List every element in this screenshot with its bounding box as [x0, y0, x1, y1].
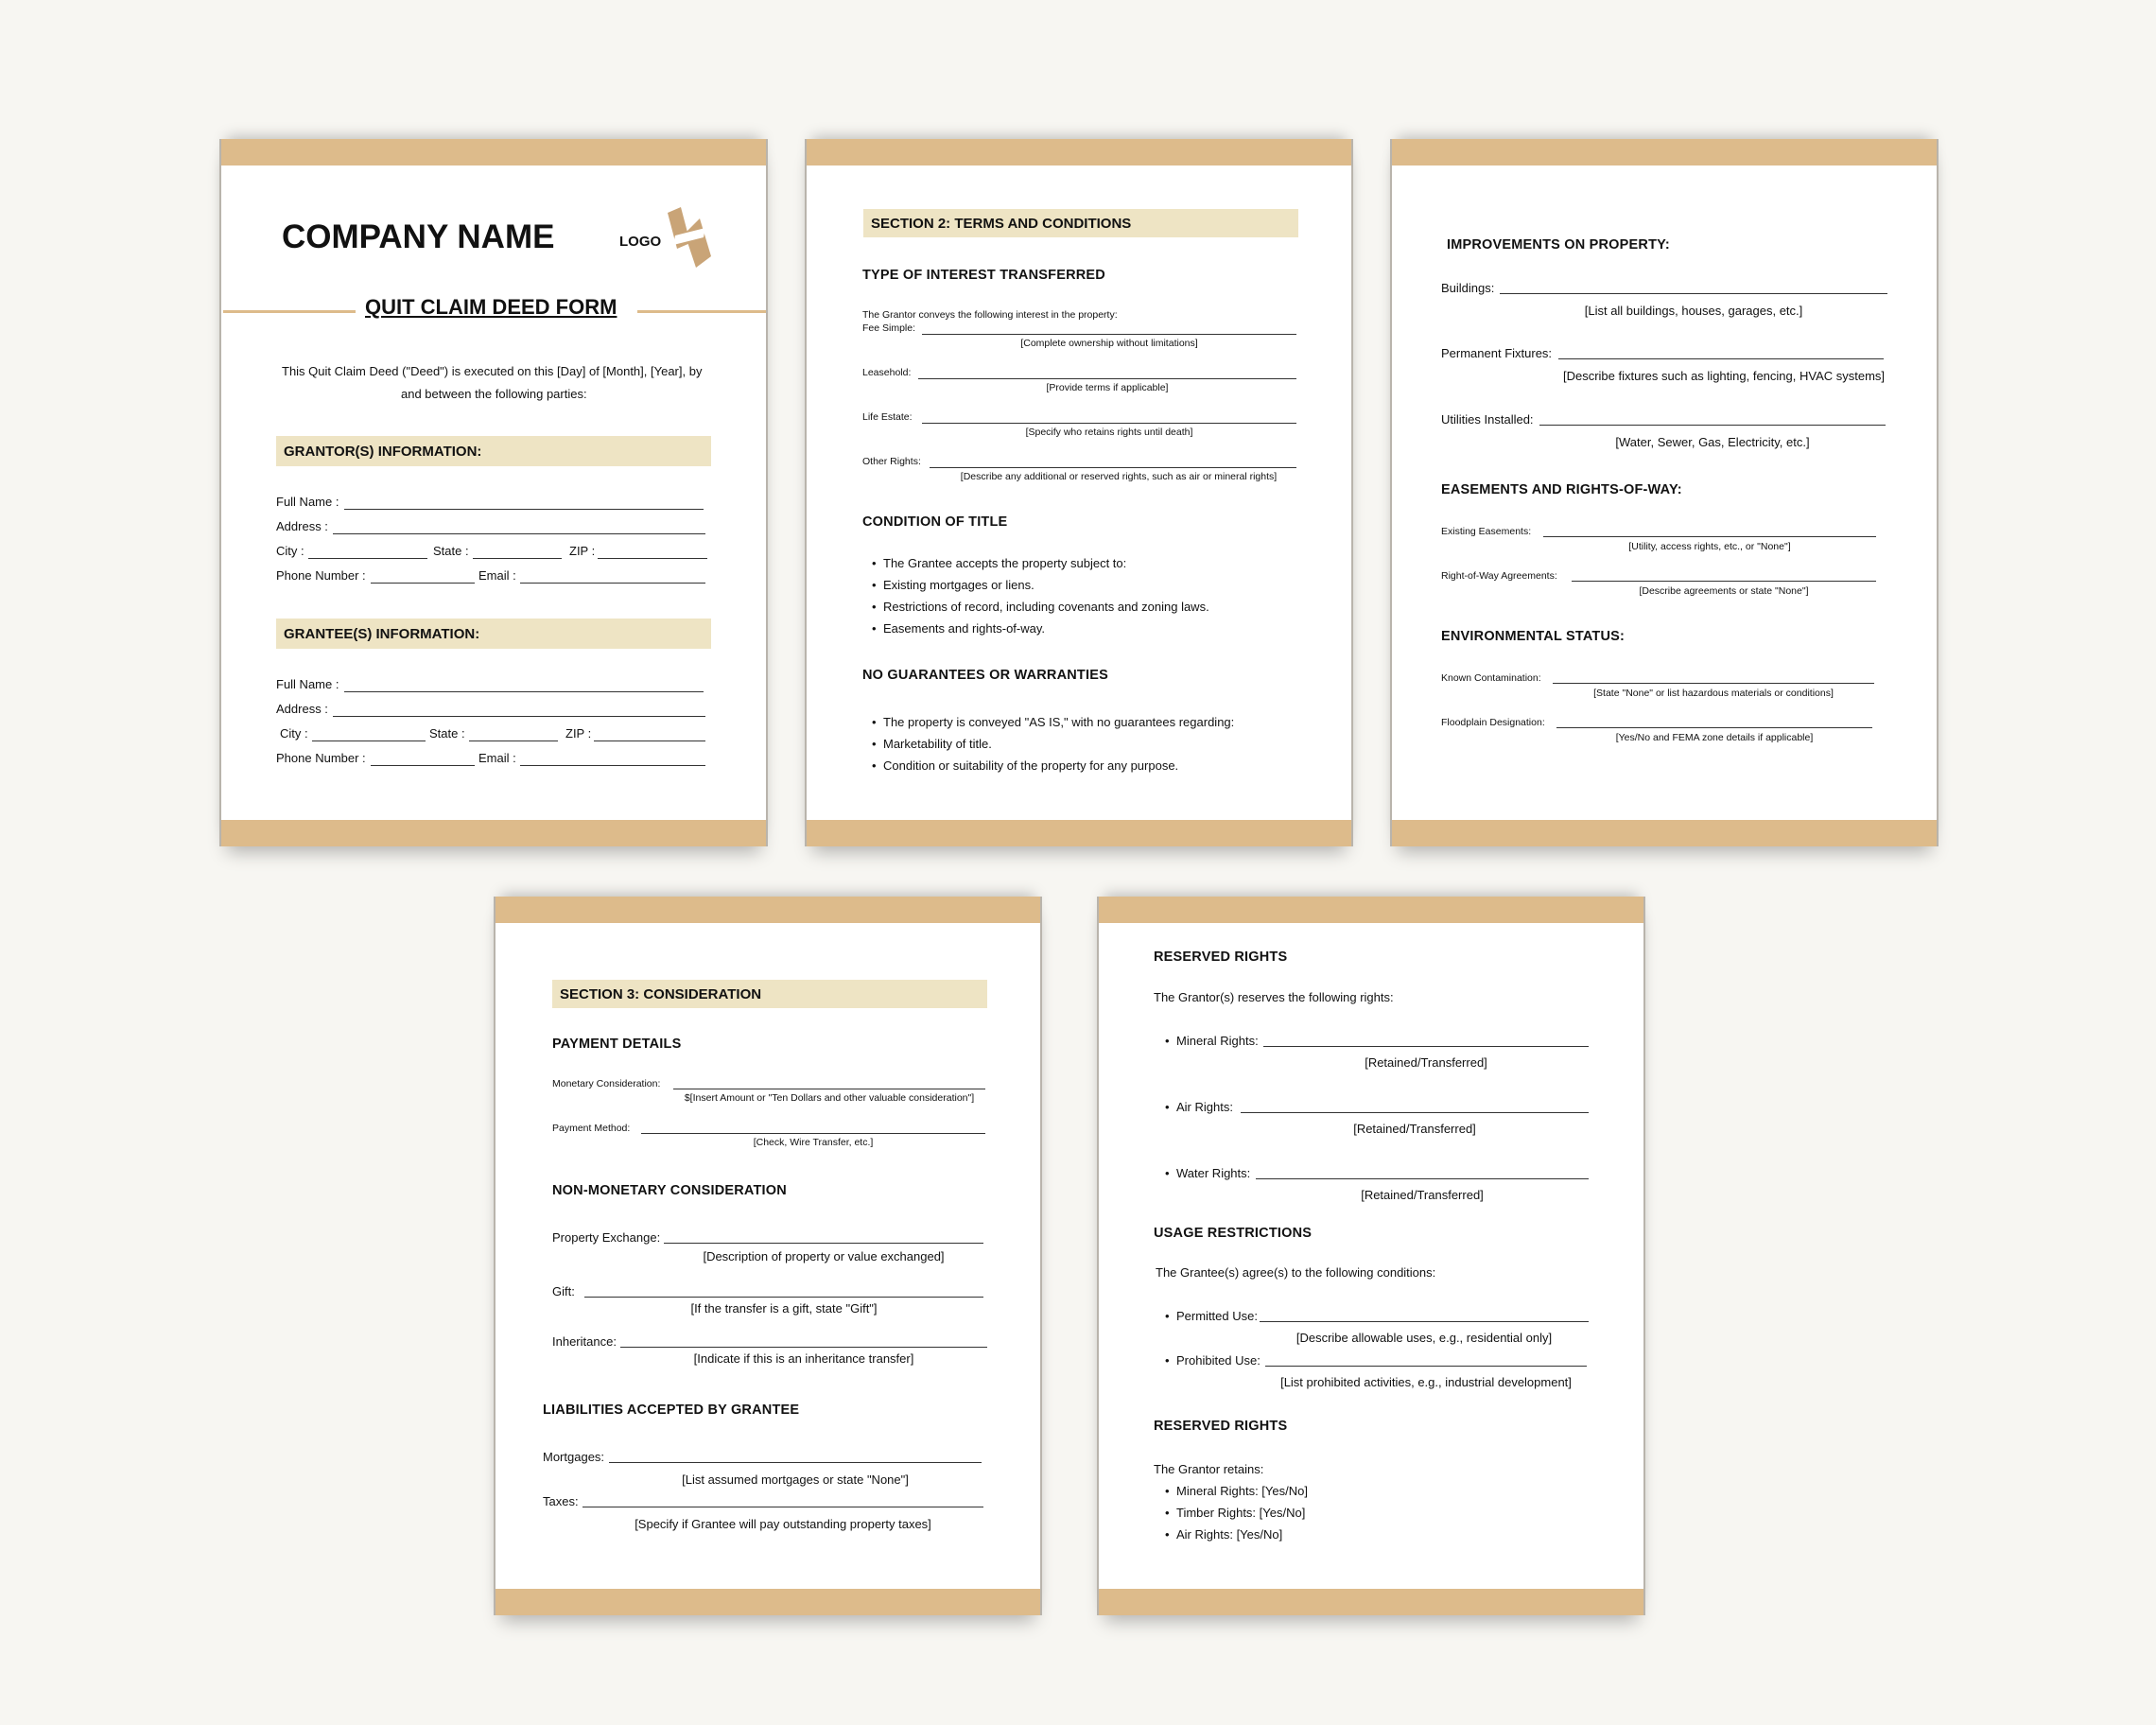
payment-heading: PAYMENT DETAILS: [552, 1037, 682, 1052]
permitted-use-input[interactable]: [1260, 1321, 1589, 1322]
field-label: • Water Rights:: [1176, 1166, 1250, 1180]
footer-band: [221, 820, 766, 846]
mineral-rights-input[interactable]: [1263, 1046, 1589, 1047]
email-input[interactable]: [520, 583, 705, 584]
section-3-heading: SECTION 3: CONSIDERATION: [552, 980, 987, 1008]
field-label: • Prohibited Use:: [1176, 1353, 1261, 1368]
field-hint: [Utility, access rights, etc., or "None"]: [1628, 541, 1791, 552]
reserved-heading-2: RESERVED RIGHTS: [1154, 1419, 1288, 1434]
reserved-intro: The Grantor(s) reserves the following rights:: [1154, 990, 1394, 1004]
floodplain-input[interactable]: [1556, 727, 1872, 728]
page-3: [1390, 139, 1939, 846]
field-hint: [Retained/Transferred]: [1353, 1122, 1476, 1136]
utilities-input[interactable]: [1539, 425, 1886, 426]
field-label: Property Exchange:: [552, 1230, 661, 1245]
field-label: Address :: [276, 519, 328, 533]
field-label: Right-of-Way Agreements:: [1441, 570, 1557, 582]
field-label: Full Name :: [276, 495, 339, 509]
leasehold-input[interactable]: [918, 378, 1296, 379]
field-label: Permanent Fixtures:: [1441, 346, 1553, 360]
field-label: • Air Rights:: [1176, 1100, 1233, 1114]
field-hint: [Describe any additional or reserved rights, such as air or mineral rights]: [960, 471, 1278, 482]
footer-band: [1392, 820, 1937, 846]
field-hint: [List all buildings, houses, garages, etc.]: [1584, 304, 1803, 318]
prohibited-use-input[interactable]: [1265, 1366, 1587, 1367]
row-agreements-input[interactable]: [1572, 581, 1876, 582]
field-hint: [Specify if Grantee will pay outstanding property taxes]: [635, 1517, 931, 1531]
header-band: [496, 897, 1040, 923]
full-name-input[interactable]: [344, 691, 704, 692]
grantee-heading: GRANTEE(S) INFORMATION:: [276, 619, 711, 649]
footer-band: [496, 1589, 1040, 1615]
field-label: Email :: [478, 751, 516, 765]
header-band: [1392, 139, 1937, 166]
field-label: Utilities Installed:: [1441, 412, 1534, 427]
field-label: Full Name :: [276, 677, 339, 691]
logo-label: LOGO: [619, 234, 662, 250]
field-hint: [Check, Wire Transfer, etc.]: [753, 1137, 874, 1148]
payment-method-input[interactable]: [641, 1133, 985, 1134]
water-rights-input[interactable]: [1256, 1178, 1589, 1179]
footer-band: [807, 820, 1351, 846]
field-hint: [If the transfer is a gift, state "Gift"]: [690, 1301, 878, 1316]
field-label: Life Estate:: [862, 411, 913, 423]
air-rights-input[interactable]: [1241, 1112, 1589, 1113]
phone-input[interactable]: [371, 765, 475, 766]
field-label: State :: [429, 726, 465, 741]
guarantee-heading: NO GUARANTEES OR WARRANTIES: [862, 668, 1108, 683]
intro-text: This Quit Claim Deed ("Deed") is executed on this [Day] of [Month], [Year], by: [282, 364, 703, 378]
easements-heading: EASEMENTS AND RIGHTS-OF-WAY:: [1441, 482, 1682, 497]
field-label: Monetary Consideration:: [552, 1078, 661, 1089]
form-title: QUIT CLAIM DEED FORM: [365, 295, 617, 319]
field-label: Phone Number :: [276, 751, 366, 765]
field-hint: [Retained/Transferred]: [1361, 1188, 1484, 1202]
field-hint: [Description of property or value exchanged]: [703, 1249, 945, 1263]
list-item: • Timber Rights: [Yes/No]: [1176, 1506, 1305, 1520]
reserved-heading: RESERVED RIGHTS: [1154, 950, 1288, 965]
usage-heading: USAGE RESTRICTIONS: [1154, 1226, 1313, 1241]
page-5: [1097, 897, 1645, 1615]
field-hint: [List prohibited activities, e.g., industrial development]: [1280, 1375, 1572, 1389]
field-label: ZIP :: [569, 544, 596, 558]
nonmonetary-heading: NON-MONETARY CONSIDERATION: [552, 1183, 787, 1198]
header-band: [807, 139, 1351, 166]
field-label: Phone Number :: [276, 568, 366, 583]
inheritance-input[interactable]: [620, 1347, 987, 1348]
mortgages-input[interactable]: [609, 1462, 982, 1463]
field-label: Fee Simple:: [862, 322, 916, 334]
address-input[interactable]: [333, 716, 705, 717]
section-2-heading: SECTION 2: TERMS AND CONDITIONS: [863, 209, 1298, 237]
field-label: Mortgages:: [543, 1450, 605, 1464]
usage-intro: The Grantee(s) agree(s) to the following conditions:: [1156, 1265, 1436, 1280]
grantor-heading: GRANTOR(S) INFORMATION:: [276, 436, 711, 466]
gift-input[interactable]: [584, 1297, 983, 1298]
field-label: Floodplain Designation:: [1441, 717, 1545, 728]
list-item: • The property is conveyed "AS IS," with no guarantees regarding:: [883, 715, 1234, 729]
list-item: • Mineral Rights: [Yes/No]: [1176, 1484, 1308, 1498]
list-item: • Condition or suitability of the property for any purpose.: [883, 758, 1178, 773]
intro-text: and between the following parties:: [401, 387, 587, 401]
interest-heading: TYPE OF INTEREST TRANSFERRED: [862, 268, 1105, 283]
list-item: • Air Rights: [Yes/No]: [1176, 1527, 1282, 1542]
city-input[interactable]: [308, 558, 427, 559]
field-label: Existing Easements:: [1441, 526, 1532, 537]
other-rights-input[interactable]: [930, 467, 1296, 468]
title-rule-right: [637, 310, 766, 313]
header-band: [221, 139, 766, 166]
page-1: [219, 139, 768, 846]
field-label: City :: [276, 544, 304, 558]
field-hint: [Yes/No and FEMA zone details if applicable]: [1615, 732, 1814, 743]
field-hint: [Specify who retains rights until death]: [1025, 427, 1193, 438]
title-heading: CONDITION OF TITLE: [862, 514, 1008, 530]
improvements-heading: IMPROVEMENTS ON PROPERTY:: [1447, 237, 1670, 253]
field-label: Address :: [276, 702, 328, 716]
title-rule-left: [223, 310, 356, 313]
company-name: COMPANY NAME: [282, 218, 555, 255]
list-item: • Restrictions of record, including covenants and zoning laws.: [883, 600, 1209, 614]
field-hint: [List assumed mortgages or state "None"]: [682, 1472, 909, 1487]
page-2: [805, 139, 1353, 846]
fee-simple-input[interactable]: [922, 334, 1296, 335]
list-item: • Easements and rights-of-way.: [883, 621, 1045, 636]
fixtures-input[interactable]: [1558, 358, 1884, 359]
list-item: • The Grantee accepts the property subject to:: [883, 556, 1126, 570]
header-band: [1099, 897, 1643, 923]
retains-intro: The Grantor retains:: [1154, 1462, 1264, 1476]
field-label: City :: [280, 726, 308, 741]
field-label: • Permitted Use:: [1176, 1309, 1258, 1323]
buildings-input[interactable]: [1500, 293, 1887, 294]
life-estate-input[interactable]: [922, 423, 1296, 424]
field-label: ZIP :: [565, 726, 592, 741]
environmental-heading: ENVIRONMENTAL STATUS:: [1441, 629, 1626, 644]
field-label: Email :: [478, 568, 516, 583]
existing-easements-input[interactable]: [1543, 536, 1876, 537]
phone-input[interactable]: [371, 583, 475, 584]
field-hint: [State "None" or list hazardous materials or conditions]: [1593, 688, 1834, 699]
field-label: • Mineral Rights:: [1176, 1034, 1259, 1048]
field-label: Payment Method:: [552, 1123, 631, 1134]
zip-input[interactable]: [598, 558, 707, 559]
field-label: Gift:: [552, 1284, 575, 1298]
field-hint: [Retained/Transferred]: [1365, 1055, 1487, 1070]
field-hint: [Describe agreements or state "None"]: [1639, 585, 1809, 597]
page-4: [494, 897, 1042, 1615]
field-hint: [Water, Sewer, Gas, Electricity, etc.]: [1615, 435, 1810, 449]
field-label: State :: [433, 544, 469, 558]
logo-icon: [662, 207, 719, 268]
field-label: Known Contamination:: [1441, 672, 1541, 684]
field-hint: [Indicate if this is an inheritance transfer]: [693, 1351, 914, 1366]
exchange-input[interactable]: [664, 1243, 983, 1244]
interest-intro: The Grantor conveys the following interest in the property:: [862, 309, 1118, 321]
field-hint: [Complete ownership without limitations]: [1020, 338, 1198, 349]
field-label: Inheritance:: [552, 1334, 617, 1349]
email-input[interactable]: [520, 765, 705, 766]
field-hint: [Provide terms if applicable]: [1046, 382, 1169, 393]
list-item: • Existing mortgages or liens.: [883, 578, 1035, 592]
contamination-input[interactable]: [1553, 683, 1874, 684]
liabilities-heading: LIABILITIES ACCEPTED BY GRANTEE: [543, 1403, 800, 1418]
footer-band: [1099, 1589, 1643, 1615]
field-label: Buildings:: [1441, 281, 1495, 295]
address-input[interactable]: [333, 533, 705, 534]
field-hint: [Describe allowable uses, e.g., residential only]: [1295, 1331, 1553, 1345]
list-item: • Marketability of title.: [883, 737, 992, 751]
field-label: Leasehold:: [862, 367, 912, 378]
full-name-input[interactable]: [344, 509, 704, 510]
field-hint: $[Insert Amount or "Ten Dollars and other valuable consideration"]: [684, 1092, 975, 1104]
field-label: Other Rights:: [862, 456, 921, 467]
state-input[interactable]: [473, 558, 562, 559]
field-label: Taxes:: [543, 1494, 579, 1508]
field-hint: [Describe fixtures such as lighting, fencing, HVAC systems]: [1562, 369, 1886, 383]
